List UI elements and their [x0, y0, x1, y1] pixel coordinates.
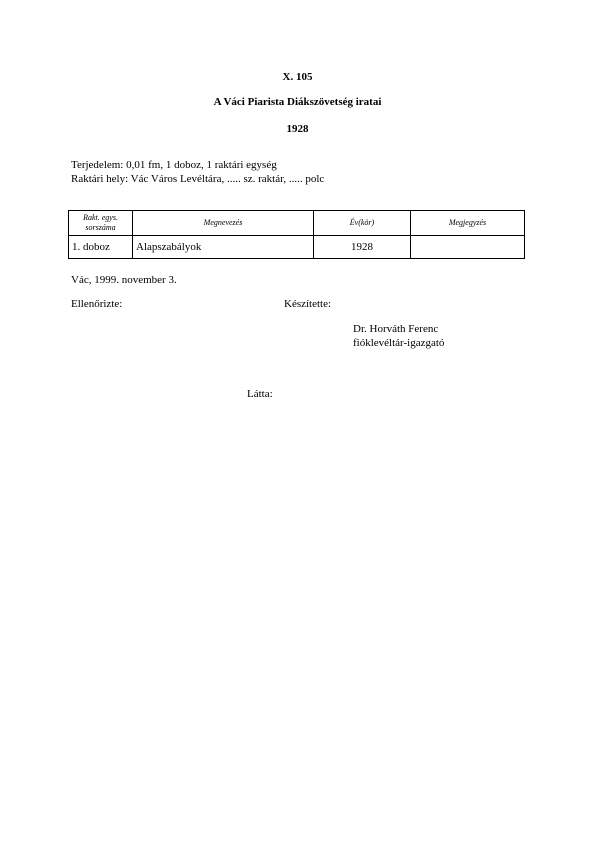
- table-row: [69, 236, 525, 259]
- column-header-unit-line2: sorszáma: [85, 223, 116, 232]
- extent-line: Terjedelem: 0,01 fm, 1 doboz, 1 raktári egység: [71, 159, 277, 171]
- document-year: 1928: [286, 123, 309, 135]
- table-header-row: [69, 211, 525, 236]
- column-header-years: Év(kör): [314, 211, 411, 236]
- cell-note: [411, 236, 525, 259]
- date-line: Vác, 1999. november 3.: [71, 274, 177, 286]
- column-header-note: Megjegyzés: [411, 211, 525, 236]
- signer-title: fióklevéltár-igazgató: [353, 337, 445, 349]
- checked-by-label: Ellenőrizte:: [71, 298, 123, 310]
- cell-unit: 1. doboz: [69, 236, 133, 259]
- cell-name: Alapszabályok: [133, 236, 314, 259]
- signer-name: Dr. Horváth Ferenc: [353, 323, 439, 335]
- column-header-unit: [69, 211, 133, 236]
- storage-location-line: Raktári hely: Vác Város Levéltára, ..... sz. raktár, ..... polc: [71, 173, 325, 185]
- column-header-unit-line1: Rakt. egys.: [83, 213, 118, 222]
- document-code: X. 105: [282, 71, 313, 83]
- inventory-table: [68, 210, 525, 259]
- seen-by-label: Látta:: [247, 388, 273, 400]
- column-header-name: Megnevezés: [133, 211, 314, 236]
- document-title: A Váci Piarista Diákszövetség iratai: [213, 96, 382, 108]
- prepared-by-label: Készítette:: [284, 298, 332, 310]
- cell-years: 1928: [314, 236, 411, 259]
